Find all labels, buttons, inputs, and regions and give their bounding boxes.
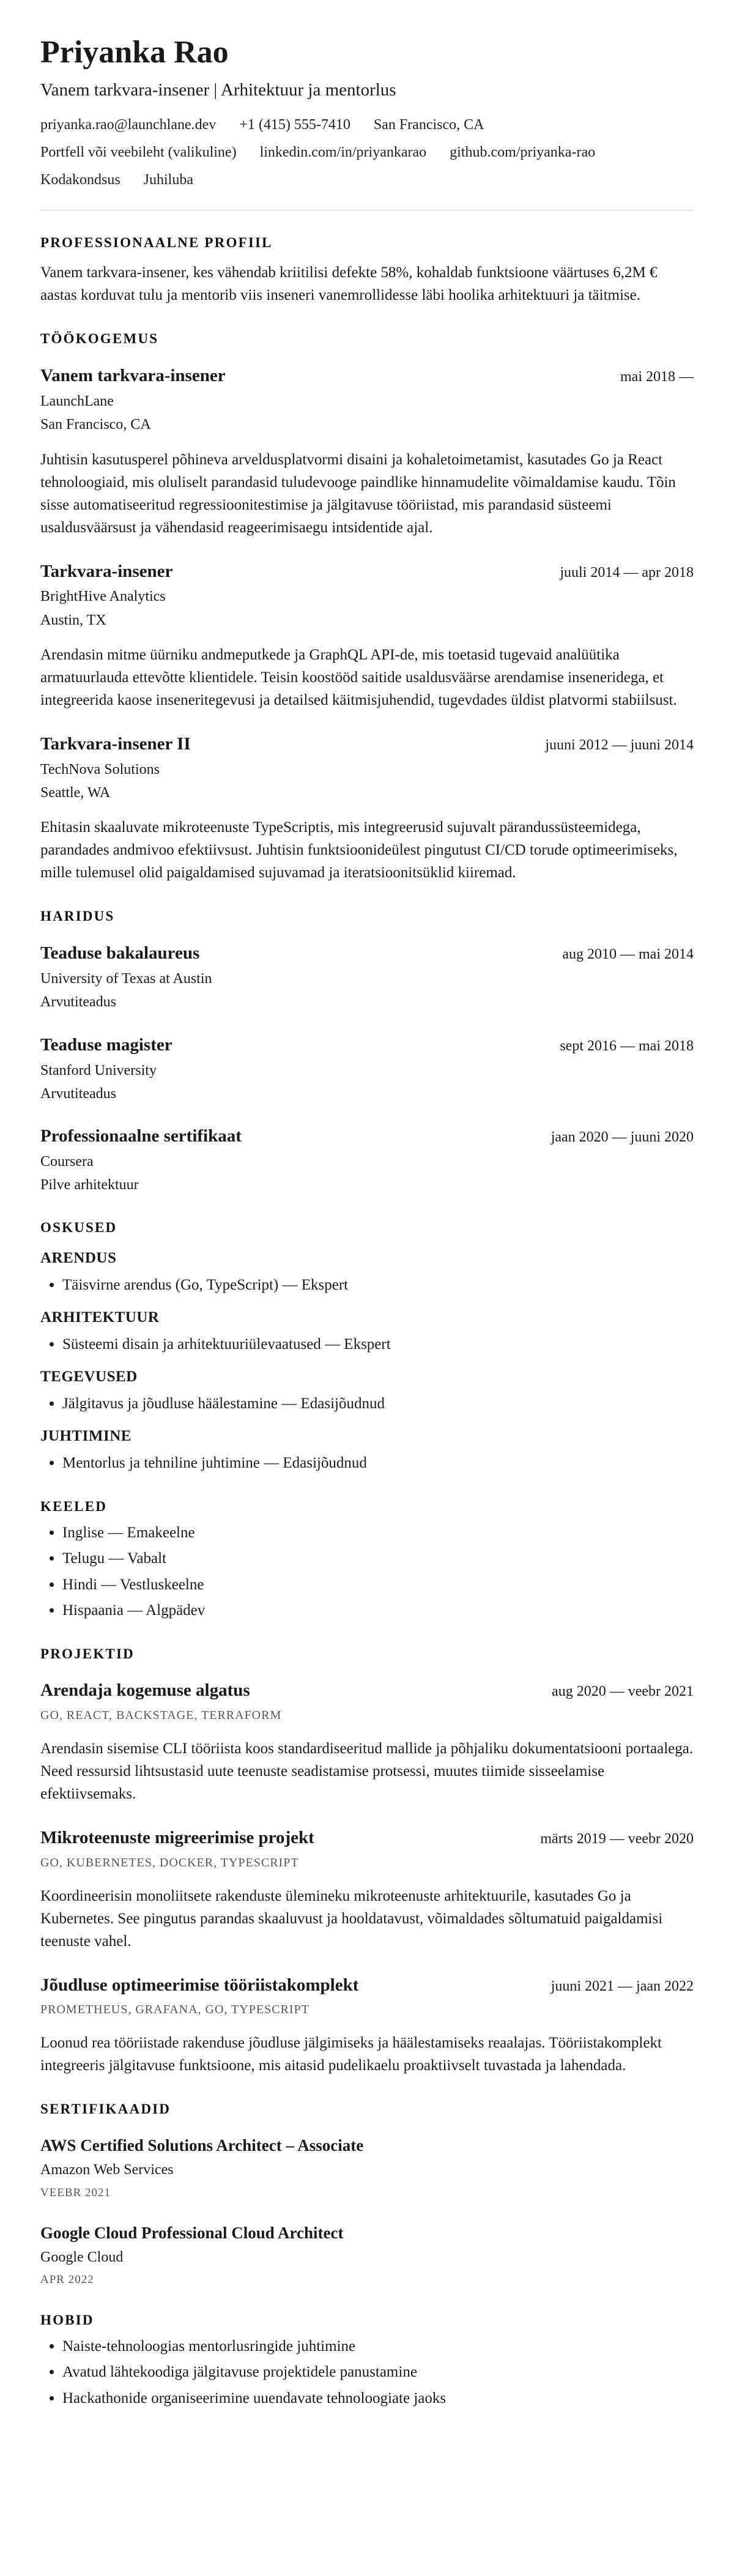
section-hobbies (40, 2311, 694, 2409)
project-entry (40, 1974, 694, 2077)
skills-heading: OSKUSED (40, 1219, 117, 1235)
license-text: Juhiluba (143, 171, 193, 188)
certification-entry (40, 2135, 694, 2200)
field-of-study: Pilve arhitektuur (40, 1177, 139, 1193)
skill-item: • Jälgitavus ja jõudluse häälestamine — Edasijõudnud (62, 1393, 694, 1415)
project-title: Arendaja kogemuse algatus (40, 1680, 250, 1701)
education-heading: HARIDUS (40, 908, 115, 924)
project-entry-header (40, 1974, 694, 1997)
skill-group (40, 1427, 694, 1474)
job-title: Tarkvara-insener II (40, 733, 191, 754)
skill-item: • Süsteemi disain ja arhitektuuriülevaatused — Ekspert (62, 1334, 694, 1356)
project-description: Koordineerisin monoliitsete rakenduste ülemineku mikroteenuste arhitektuurile, kasutades Go ja Kubernetes. See pingutus parandas skaaluvust ja hooldatavust, võimaldades sõltumatuid paigaldamisi teenuste vahel. (40, 1887, 663, 1950)
skill-group (40, 1249, 694, 1296)
skill-list (40, 1334, 694, 1356)
degree-title: Teaduse magister (40, 1034, 172, 1055)
project-title: Mikroteenuste migreerimise projekt (40, 1828, 314, 1848)
job-description: Ehitasin skaaluvate mikroteenuste TypeScriptis, mis integreerusid sujuvalt pärandussüsteemidega, parandades andmivoo efektiivsust. Juhtisin funktsioonideülest pingutust CI/CD torude optimeerimiseks, mille tulemusel olid paigaldamised sujuvamad ja iteratsioonitsüklid kiiremad. (40, 819, 678, 882)
phone-text: +1 (415) 555-7410 (239, 117, 350, 133)
language-list (40, 1522, 694, 1622)
github-text: github.com/priyanka-rao (450, 144, 596, 161)
field-of-study: Arvutiteadus (40, 1085, 116, 1102)
project-description: Arendasin sisemise CLI tööriista koos standardiseeritud mallide ja põhjaliku dokumentatsiooni portaalega. Need ressursid lihtsustasid uute teenuste seadistamise protsessi, muutes tiimide sisseelamise efektiivsemaks. (40, 1740, 694, 1803)
candidate-name: Priyanka Rao (40, 35, 229, 70)
citizenship-text: Kodakondsus (40, 171, 120, 188)
skill-category: TEGEVUSED (40, 1368, 138, 1385)
hobby-item: • Hackathonide organiseerimine uuendavate tehnoloogiate jaoks (62, 2388, 694, 2410)
job-entry-header (40, 560, 694, 584)
contact-row-primary (40, 115, 694, 136)
job-entry-header (40, 733, 694, 756)
language-item: • Telugu — Vabalt (62, 1548, 694, 1570)
job-entry (40, 560, 694, 711)
project-tech-stack: PROMETHEUS, GRAFANA, GO, TYPESCRIPT (40, 2003, 310, 2017)
project-dates: juuni 2021 — jaan 2022 (550, 1978, 694, 1994)
contact-row-links (40, 143, 694, 163)
job-company: BrightHive Analytics (40, 588, 166, 605)
certification-name: AWS Certified Solutions Architect – Associate (40, 2136, 364, 2155)
education-entry (40, 942, 694, 1012)
education-entry-header (40, 1034, 694, 1057)
certification-issuer: Google Cloud (40, 2249, 124, 2265)
resume-header (40, 34, 694, 190)
job-entry-header (40, 365, 694, 388)
skill-list (40, 1393, 694, 1415)
skill-category: ARENDUS (40, 1249, 117, 1266)
education-entry-header (40, 1125, 694, 1148)
education-dates: jaan 2020 — juuni 2020 (550, 1129, 694, 1146)
section-skills (40, 1219, 694, 1474)
location-text: San Francisco, CA (373, 117, 484, 133)
project-dates: aug 2020 — veebr 2021 (552, 1683, 694, 1700)
degree-title: Professionaalne sertifikaat (40, 1126, 242, 1146)
job-location: Seattle, WA (40, 785, 111, 801)
section-profile (40, 234, 694, 306)
field-of-study: Arvutiteadus (40, 994, 116, 1011)
job-description: Juhtisin kasutusperel põhineva arveldusplatvormi disaini ja kohaletoimetamist, kasutades Go ja React tehnoloogiaid, mis oluliselt parandasid tuludevooge paindlike hinnamudelite võimaldamise kaudu. Tõin sisse automatiseeritud regressioonitestimise ja jälgitavuse tööriistad, mis parandasid süsteemi usaldusväärsust ja vähendasid reageerimisaegu intsidentide ajal. (40, 451, 676, 536)
project-dates: märts 2019 — veebr 2020 (540, 1831, 694, 1847)
languages-heading: KEELED (40, 1498, 108, 1514)
skill-category: JUHTIMINE (40, 1427, 132, 1444)
hobbies-heading: HOBID (40, 2312, 94, 2328)
section-certifications (40, 2100, 694, 2287)
degree-title: Teaduse bakalaureus (40, 943, 200, 963)
job-company: TechNova Solutions (40, 761, 160, 778)
school-name: Coursera (40, 1153, 94, 1170)
hobby-item: • Naiste-tehnoloogias mentorlusringide juhtimine (62, 2336, 694, 2358)
job-description: Arendasin mitme üürniku andmeputkede ja GraphQL API-de, mis toetasid tugevaid analüütika armatuurlauda ettevõtte klientidele. Teisin koostööd saitide usaldusväärse arendamise inseneridega, et integreerida kaose inseneritegevusi ja detailsed käitmisjuhendid, tugevdades üldist platvormi stabiilsust. (40, 646, 677, 708)
section-education (40, 907, 694, 1195)
job-entry (40, 365, 694, 538)
certification-date: VEEBR 2021 (40, 2186, 111, 2199)
email-text: priyanka.rao@launchlane.dev (40, 117, 217, 133)
profile-text: Vanem tarkvara-insener, kes vähendab kriitilisi defekte 58%, kohaldab funktsioone väärtuses 6,2M € aastas korduvat tulu ja mentorib viis inseneri vanemrollidesse läbi hoolika arhitektuuri ja täitmise. (40, 264, 658, 304)
candidate-title: Vanem tarkvara-insener | Arhitektuur ja mentorlus (40, 80, 396, 100)
job-location: Austin, TX (40, 612, 106, 628)
project-entry-header (40, 1679, 694, 1702)
job-company: LaunchLane (40, 393, 114, 409)
language-item: • Hispaania — Algpädev (62, 1600, 694, 1622)
job-title: Vanem tarkvara-insener (40, 366, 226, 386)
project-description: Loonud rea tööriistade rakenduse jõudluse jälgimiseks ja häälestamiseks reaalajas. Tööriistakomplekt integreeris jälgitavuse funktsioone, mis aitasid pudelikaelu proaktiivselt tuvastada ja lahendada. (40, 2035, 662, 2074)
job-title: Tarkvara-insener (40, 561, 173, 581)
portfolio-text: Portfell või veebileht (valikuline) (40, 144, 237, 161)
skill-group (40, 1367, 694, 1415)
certification-name: Google Cloud Professional Cloud Architect (40, 2223, 344, 2242)
language-item: • Inglise — Emakeelne (62, 1522, 694, 1544)
project-entry (40, 1827, 694, 1953)
linkedin-text: linkedin.com/in/priyankarao (259, 144, 427, 161)
skill-group (40, 1308, 694, 1356)
school-name: University of Texas at Austin (40, 971, 212, 987)
job-entry (40, 733, 694, 884)
profile-heading: PROFESSIONAALNE PROFIIL (40, 235, 273, 251)
education-dates: aug 2010 — mai 2014 (562, 946, 694, 963)
education-entry (40, 1034, 694, 1104)
language-item: • Hindi — Vestluskeelne (62, 1574, 694, 1596)
certification-issuer: Amazon Web Services (40, 2162, 174, 2178)
section-languages (40, 1498, 694, 1622)
project-entry (40, 1679, 694, 1805)
projects-heading: PROJEKTID (40, 1646, 135, 1661)
job-dates: juuni 2012 — juuni 2014 (545, 737, 694, 753)
skill-list (40, 1452, 694, 1474)
section-experience (40, 330, 694, 884)
section-projects (40, 1645, 694, 2077)
hobby-list (40, 2336, 694, 2410)
project-tech-stack: GO, REACT, BACKSTAGE, TERRAFORM (40, 1709, 282, 1723)
certification-entry (40, 2222, 694, 2288)
skill-item: • Mentorlus ja tehniline juhtimine — Edasijõudnud (62, 1452, 694, 1474)
project-tech-stack: GO, KUBERNETES, DOCKER, TYPESCRIPT (40, 1855, 299, 1869)
job-location: San Francisco, CA (40, 417, 151, 433)
certifications-heading: SERTIFIKAADID (40, 2101, 171, 2117)
job-dates: juuli 2014 — apr 2018 (560, 564, 694, 581)
certification-date: APR 2022 (40, 2273, 94, 2286)
education-entry (40, 1125, 694, 1195)
hobby-item: • Avatud lähtekoodiga jälgitavuse projektidele panustamine (62, 2361, 694, 2383)
school-name: Stanford University (40, 1062, 157, 1078)
project-title: Jõudluse optimeerimise tööriistakomplekt (40, 1975, 359, 1995)
skill-list (40, 1274, 694, 1296)
job-dates: mai 2018 — (620, 369, 694, 385)
skill-category: ARHITEKTUUR (40, 1308, 160, 1326)
education-dates: sept 2016 — mai 2018 (560, 1037, 694, 1054)
skill-item: • Täisvirne arendus (Go, TypeScript) — Ekspert (62, 1274, 694, 1296)
experience-heading: TÖÖKOGEMUS (40, 331, 159, 347)
project-entry-header (40, 1827, 694, 1850)
contact-row-extra (40, 170, 694, 191)
education-entry-header (40, 942, 694, 965)
